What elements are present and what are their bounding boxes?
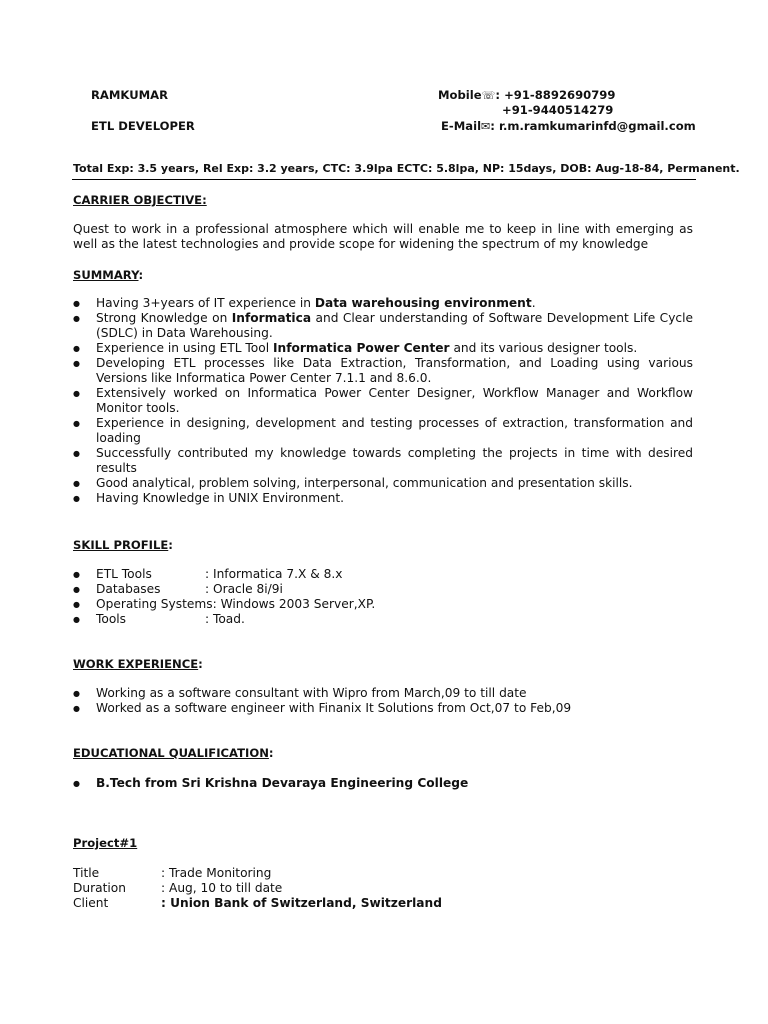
skill-key: ETL Tools (96, 567, 152, 581)
skill-value: : Informatica 7.X & 8.x (205, 567, 343, 581)
summary-item-text: Experience in designing, development and testing processes of extraction, transformation and loading (96, 416, 693, 445)
summary-item-text: Good analytical, problem solving, interpersonal, communication and presentation skills. (96, 476, 633, 490)
summary-list (73, 296, 693, 506)
experience-summary-line: Total Exp: 3.5 years, Rel Exp: 3.2 years, CTC: 3.9lpa ECTC: 5.8lpa, NP: 15days, DOB: Aug-18-84, Permanent. (73, 162, 740, 175)
project-heading: Project#1 (73, 836, 138, 850)
work-item: ● Working as a software consultant with Wipro from March,09 to till date (73, 686, 693, 701)
candidate-role: ETL DEVELOPER (91, 119, 195, 133)
summary-item-text: Experience in using ETL Tool (96, 341, 273, 355)
summary-item-text-end: and its various designer tools. (449, 341, 638, 355)
summary-item (73, 386, 693, 416)
summary-item-emphasis: Data warehousing environment (314, 296, 532, 310)
phone-icon: ☏ (481, 89, 496, 102)
candidate-name: RAMKUMAR (91, 88, 169, 102)
summary-item (73, 491, 693, 506)
email-address: r.m.ramkumarinfd@gmail.com (498, 119, 696, 133)
summary-item-text: Extensively worked on Informatica Power Center Designer, Workflow Manager and Workflow Monitor tools. (96, 386, 693, 415)
summary-item-text: Having 3+years of IT experience in (96, 296, 315, 310)
summary-item (73, 296, 693, 311)
summary-item-text: Having Knowledge in UNIX Environment. (96, 491, 344, 505)
work-item: ● Worked as a software engineer with Finanix It Solutions from Oct,07 to Feb,09 (73, 701, 693, 716)
email-line: E-Mail✉: r.m.ramkumarinfd@gmail.com (441, 119, 696, 133)
summary-item-text: Developing ETL processes like Data Extraction, Transformation, and Loading using various Versions like Informatica Power Center 7.1.1 and 8.6.0. (96, 356, 693, 385)
summary-item-text-end: and Clear understanding of Software Development Life Cycle (SDLC) in Data Warehousing. (96, 311, 693, 340)
objective-heading: CARRIER OBJECTIVE: (73, 193, 207, 207)
skill-item (73, 612, 693, 627)
skill-key: Operating Systems (96, 597, 213, 611)
summary-item (73, 356, 693, 386)
header-divider (72, 179, 696, 180)
work-list (73, 686, 693, 716)
skill-value: : Toad. (205, 612, 245, 626)
summary-item (73, 416, 693, 446)
summary-item-emphasis: Informatica Power Center (272, 341, 450, 355)
skill-key: Databases (96, 582, 161, 596)
skill-key: Tools (96, 612, 127, 626)
summary-heading: SUMMARY: (73, 268, 144, 282)
skill-item (73, 597, 693, 612)
work-heading: WORK EXPERIENCE: (73, 657, 203, 671)
skill-item (73, 567, 693, 582)
summary-item (73, 311, 693, 341)
project-key: Client (73, 896, 109, 910)
envelope-icon: ✉ (481, 120, 491, 133)
mobile-line: Mobile☏: +91-8892690799 (438, 88, 616, 102)
skill-item (73, 582, 693, 597)
project-key: Duration (73, 881, 126, 895)
mobile-label: Mobile (438, 88, 482, 102)
summary-item-text: Strong Knowledge on (96, 311, 232, 325)
mobile-number-2: +91-9440514279 (502, 103, 614, 117)
skill-value: : Windows 2003 Server,XP. (212, 597, 376, 611)
project-row (73, 866, 271, 880)
summary-item-text-end: . (531, 296, 536, 310)
project-value: : Union Bank of Switzerland, Switzerland (161, 896, 442, 910)
education-list (73, 776, 693, 791)
summary-item (73, 476, 693, 491)
project-key: Title (73, 866, 100, 880)
project-value: : Trade Monitoring (161, 866, 272, 880)
mobile-number-1: +91-8892690799 (504, 88, 616, 102)
summary-item-text: Successfully contributed my knowledge towards completing the projects in time with desired results (96, 446, 693, 475)
summary-item (73, 341, 693, 356)
project-row (73, 896, 442, 910)
education-item: ● B.Tech from Sri Krishna Devaraya Engineering College (73, 776, 693, 791)
skills-list (73, 567, 693, 627)
skill-value: : Oracle 8i/9i (205, 582, 283, 596)
objective-text: Quest to work in a professional atmosphere which will enable me to keep in line with emerging as well as the latest technologies and provide scope for widening the spectrum of my knowledge (73, 222, 693, 251)
project-row (73, 881, 282, 895)
summary-item-emphasis: Informatica (231, 311, 312, 325)
summary-item (73, 446, 693, 476)
education-heading: EDUCATIONAL QUALIFICATION: (73, 746, 274, 760)
project-value: : Aug, 10 to till date (161, 881, 283, 895)
skills-heading: SKILL PROFILE: (73, 538, 173, 552)
email-label: E-Mail (441, 119, 482, 133)
